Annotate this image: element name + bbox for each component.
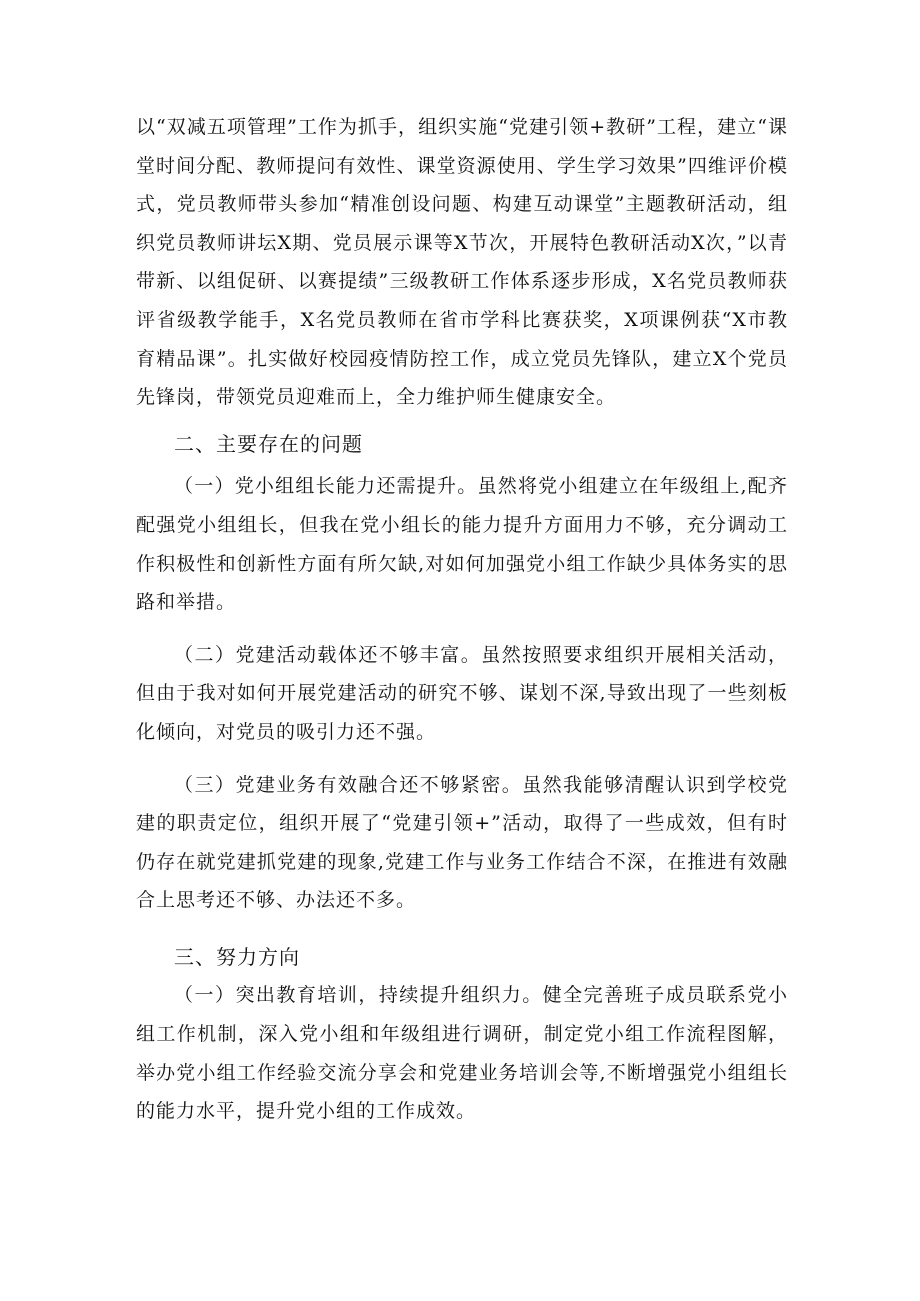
problem-item-2: （二）党建活动载体还不够丰富。虽然按照要求组织开展相关活动，但由于我对如何开展党建活动的研究不够、谋划不深,导致出现了一些刻板化倾向，对党员的吸引力还不强。 [136, 643, 788, 743]
direction-item-1: （一）突出教育培训，持续提升组织力。健全完善班子成员联系党小组工作机制，深入党小组和年级组进行调研，制定党小组工作流程图解，举办党小组工作经验交流分享会和党建业务培训会等,不断增强党小组组长的能力水平，提升党小组的工作成效。 [136, 984, 788, 1123]
opening-paragraph: 以“双减五项管理”工作为抓手，组织实施“党建引领+教研”工程，建立“课堂时间分配、教师提问有效性、课堂资源使用、学生学习效果”四维评价模式，党员教师带头参加“精准创设问题、构建互动课堂”主题教研活动，组织党员教师讲坛X期、党员展示课等X节次，开展特色教研活动X次，”以青带新、以组促研、以赛提绩”三级教研工作体系逐步形成，X名党员教师获评省级教学能手，X名党员教师在省市学科比赛获奖，X项课例获“X市教育精品课”。扎实做好校园疫情防控工作，成立党员先锋队，建立X个党员先锋岗，带领党员迎难而上，全力维护师生健康安全。 [136, 116, 788, 409]
problem-item-3: （三）党建业务有效融合还不够紧密。虽然我能够清醒认识到学校党建的职责定位，组织开展了“党建引领+”活动，取得了一些成效，但有时仍存在就党建抓党建的现象,党建工作与业务工作结合不深，在推进有效融合上思考还不够、办法还不多。 [136, 773, 788, 912]
document-body [136, 108, 788, 1131]
section-heading-problems: 二、主要存在的问题 [174, 431, 363, 456]
problem-item-1: （一）党小组组长能力还需提升。虽然将党小组建立在年级组上,配齐配强党小组组长，但我在党小组长的能力提升方面用力不够，充分调动工作积极性和创新性方面有所欠缺,对如何加强党小组工作缺少具体务实的思路和举措。 [136, 475, 788, 614]
section-heading-directions: 三、努力方向 [174, 944, 300, 969]
